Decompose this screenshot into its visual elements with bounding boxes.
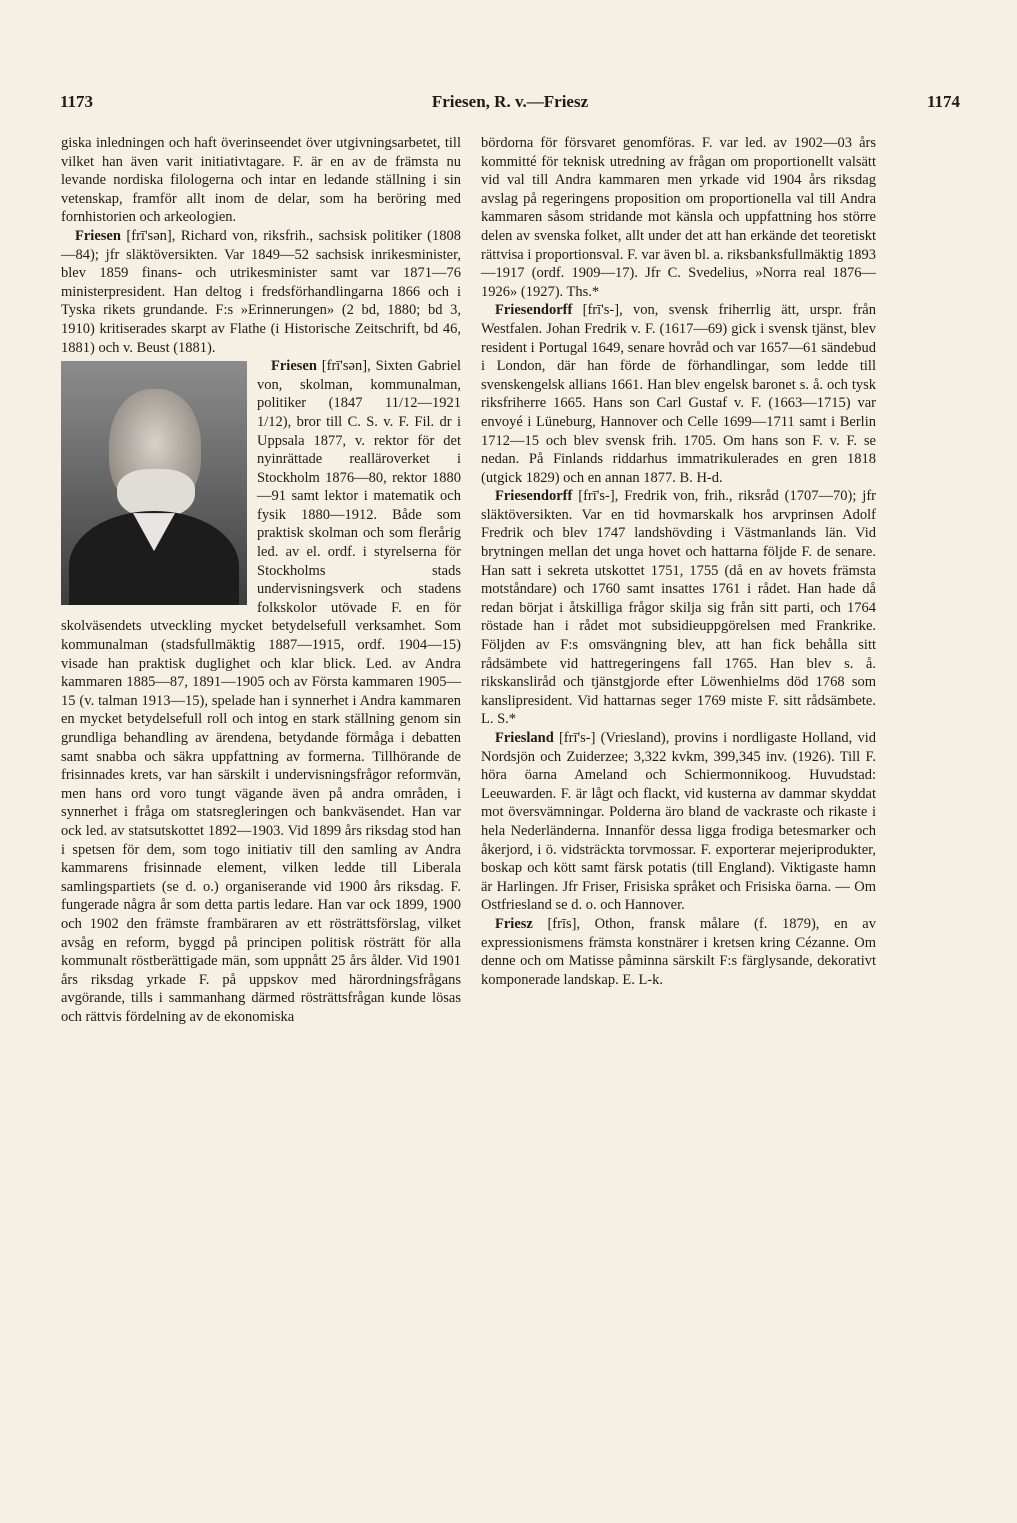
paragraph: bördorna för försvaret genomföras. F. var led. av 1902—03 års kommitté för teknisk utredning av frågan om proportionellt valsätt vid val till Andra kammaren men yrkade vid 1904 års riksdag avslag på regeringens proposition om proportionella val till Andra kammaren såsom stridande mot känsla och uppfattning hos större delen av svenska folket, allt under det att han erkände det teoretiskt rättvisa i proportionsval. F. var även bl. a. riksbanksfullmäktig 1893—1917 (ordf. 1909—17). Jfr C. Svedelius, »Norra real 1876—1926» (1927). Ths.* bbox=[481, 135, 876, 300]
entry-headword: Friesen bbox=[271, 358, 317, 375]
right-column bbox=[481, 134, 876, 989]
entry-friesland bbox=[481, 729, 876, 915]
entry-text: [frī's-], Fredrik von, frih., riksråd (1707—70); jfr släktöversikten. Var en tid hovmarskalk hos arvprinsen Adolf Fredrik och blev 1747 landshövding i Västmanlands län. Vid brytningen mellan det unga hovet och hattarna följde F. de senare. Han satt i sekreta utskottet 1751, 1755 (då en av hovets främsta motståndare) och 1760 samt insattes 1761 i rådet. Han hade då redan börjat i åtskilliga frågor skilja sig från sitt parti, och 1764 röstade han i rådet mot subsidieuppgörelsen med Frankrike. Följden av F:s omsvängning blev, att han fick behålla sitt rådsämbete vid hattregeringens fall 1765. Han blev s. å. rikskansliråd och tjänstgjorde efter Löwenhielms död 1768 som kanslipresident. Vid hattarnas seger 1769 miste F. sitt rådsämbete. L. S.* bbox=[481, 488, 876, 728]
entry-headword: Friesendorff bbox=[495, 302, 573, 319]
page-number-right: 1174 bbox=[926, 92, 960, 111]
entry-text: [frī's-], von, svensk friherrlig ätt, urspr. från Westfalen. Johan Fredrik v. F. (1617—69) gick i svensk tjänst, blev resident i Portugal 1649, senare hovråd och var 1657—61 sändebud i London, där han förde de förhandlingar, som ledde till svenskengelsk allians 1661. Han blev engelsk baronet s. å. och tysk riksfriherre 1665. Hans son Carl Gustaf v. F. (1663—1715) var envoyé i Lüneburg, Hannover och Celle 1699—1711 samt i Berlin 1712—15 och blev svensk frih. 1705. Om hans son F. v. F. se nedan. På Finlands riddarhus immatrikulerades en gren 1818 (utgick 1829) och en annan 1877. B. H-d. bbox=[481, 302, 876, 486]
running-title: Friesen, R. v.—Friesz bbox=[431, 92, 589, 111]
entry-headword: Friesendorff bbox=[495, 488, 573, 505]
page-number-left: 1173 bbox=[60, 92, 94, 111]
entry-text: [frī'sən], Sixten Gabriel von, skolman, kommunalman, politiker (1847 11/12—1921 1/12), bror till C. S. v. F. Fil. dr i Uppsala 1877, v. rektor för det nyinrättade realläroverket i Stockholm 1876—80, rektor 1880—91 samt lektor i matematik och fysik 1880—1912. Både som praktisk skolman och som flerårig led. av el. ordf. i styrelserna för Stockholms stads undervisningsverk och stadens folkskolor utövade F. en för skolväsendets utveckling mycket betydelsefull verksamhet. Som kommunalman (stadsfullmäktig 1887—1915, ordf. 1904—15) visade han praktisk duglighet och klar blick. Led. av Andra kammaren 1885—87, 1891—1905 och av Första kammaren 1905—15 (v. talman 1913—15), spelade han i synnerhet i Andra kammaren en mycket betydelsefull roll och intog en stark ställning genom sin grundliga behandling av ärendena, betydande förmåga i debatten samt snabba och säkra uppfattning av formerna. Tillhörande de frisinnades krets, var han särskilt i undervisningsfrågor reformvän, men hans ord voro tungt vägande även på andra områden, i synnerhet i fråga om statsregleringen och bankväsendet. Han var ock led. av statsutskottet 1892—1903. Vid 1899 års riksdag stod han i spetsen för dem, som togo initiativ till den samling av Andra kammarens frisinnade element, vilken ledde till Liberala samlingspartiets (se d. o.) organiserande vid 1900 års riksdag. F. fungerade några år som detta partis ledare. Han var ock 1899, 1900 och 1902 den främste frambäraren av ett rösträttsförslag, vilket avsåg en reform, byggd på principen politisk rösträtt för alla kommunalt röstberättigade män, som uppnått 25 års ålder. Vid 1901 års riksdag yrkade F. på uppskov med härordningsfrågans avgörande, tills i sammanhang därmed rösträttsfrågan kunde lösas och rättvis fördelning av de ekonomiska bbox=[61, 358, 461, 1025]
entry-headword: Friesland bbox=[495, 730, 554, 746]
paragraph: giska inledningen och haft överinseendet över utgivningsarbetet, till vilket han även varit initiativtagare. F. är en av de främsta nu levande nordiska filologerna och intar en ledande ställning i sin vetenskap, framför allt inom de delar, som ha beröring med fornhistorien och arkeologien. bbox=[61, 135, 461, 226]
entry-text: [frī'sən], Richard von, riksfrih., sachsisk politiker (1808—84); jfr släktöversikten. Var 1849—52 sachsisk inrikesminister, blev 1859 finans- och utrikesminister samt var 1871—76 ministerpresident. Han deltog i fredsförhandlingarna 1866 och i Tyska rikets grundande. F:s »Erinnerungen» (2 bd, 1880; bd 3, 1910) kritiserades skarpt av Flathe (i Historische Zeitschrift, bd 46, 1881) och v. Beust (1881). bbox=[61, 227, 461, 356]
entry-text: [frīs], Othon, fransk målare (f. 1879), en av expressionismens främsta konstnärer i kretsen kring Cézanne. Om denne och om Matisse påminna särskilt F:s färglysande, dekorativt komponerade landskap. E. L-k. bbox=[481, 915, 876, 988]
entry-fredrik-von-friesendorff bbox=[481, 487, 876, 729]
entry-text: [frī's-] (Vriesland), provins i nordligaste Holland, vid Nordsjön och Zuiderzee; 3,322 kvkm, 399,345 inv. (1926). Till F. höra öarna Ameland och Schiermonnikoog. Huvudstad: Leeuwarden. F. är lågt och flackt, vid kusterna av dammar skyddat mot översvämningar. Polderna äro bland de vackraste och rikaste i hela Nederländerna. Innanför dessa ligga frodiga betesmarker och åkerjord, i ö. vidsträckta torvmossar. F. exporterar mejeriprodukter, boskap och kött samt färsk potatis (till England). Viktigaste hamn är Harlingen. Jfr Friser, Frisiska språket och Frisiska öarna. — Om Ostfriesland se d. o. och Hannover. bbox=[481, 730, 876, 914]
left-column bbox=[61, 134, 461, 1027]
entry-sixten-gabriel-von-friesen bbox=[61, 357, 461, 1026]
entry-othon-friesz bbox=[481, 915, 876, 989]
entry-richard-von-friesen bbox=[61, 227, 461, 357]
page-header bbox=[60, 92, 960, 116]
entry-friesendorff-family bbox=[481, 301, 876, 487]
entry-headword: Friesen bbox=[75, 227, 121, 244]
portrait-photo bbox=[61, 361, 247, 605]
entry-headword: Friesz bbox=[495, 915, 533, 932]
